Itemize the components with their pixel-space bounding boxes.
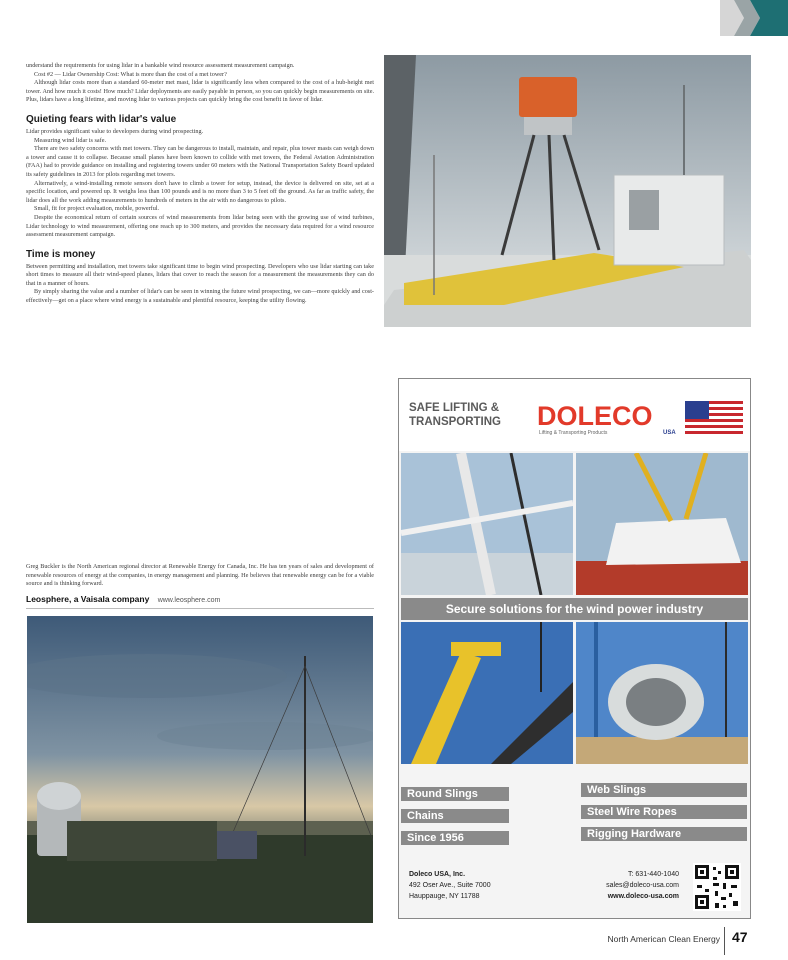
ad-contact-block bbox=[567, 869, 679, 902]
feature-tag-steel-wire-ropes: Steel Wire Ropes bbox=[581, 805, 747, 819]
corner-chevron-graphic bbox=[720, 0, 788, 36]
paragraph: Despite the economical return of certain sources of wind measurements from lidar being seen with the growing use of wind turbines, Lidar technology to wind measurement, offering one reach up to 300 meters, and provides the necessary data required for a wind resource assessment measurement campaign. bbox=[26, 213, 374, 239]
paragraph: There are two safety concerns with met towers. They can be dangerous to install, maintain, and repair, plus tower masts can weigh down a tower and cause it to collapse. Because small planes have been known to collide with met towers, the Federal Aviation Administration (FAA) had to provide guidance on installing and registering towers under 60 meters with the National Transportation Safety Board updated its safety guidelines in 2013 for pilots regarding met towers. bbox=[26, 145, 374, 178]
logo-sub: USA bbox=[663, 430, 676, 436]
ad-photo-crane-hook bbox=[401, 622, 573, 764]
section-body bbox=[26, 263, 374, 306]
ad-address-line: Hauppauge, NY 11788 bbox=[409, 893, 480, 900]
feature-tag-rigging-hardware: Rigging Hardware bbox=[581, 827, 747, 841]
ad-address-line: 492 Oser Ave., Suite 7000 bbox=[409, 882, 491, 889]
ad-email[interactable]: sales@doleco-usa.com bbox=[606, 882, 679, 889]
qr-code-icon[interactable] bbox=[693, 863, 741, 911]
section-heading: Quieting fears with lidar's value bbox=[26, 113, 177, 125]
ad-tagline: SAFE LIFTING & TRANSPORTING bbox=[409, 402, 501, 428]
paragraph: Cost #2 — Lidar Ownership Cost: What is more than the cost of a met tower? bbox=[34, 70, 227, 78]
paragraph: understand the requirements for using lidar in a bankable wind resource assessment measurement campaign. bbox=[26, 62, 295, 69]
section-body bbox=[26, 128, 374, 240]
lidar-nacelle-photo bbox=[384, 55, 751, 327]
ad-address-block bbox=[409, 869, 491, 902]
doleco-logo bbox=[535, 397, 743, 439]
article-intro bbox=[26, 62, 374, 105]
paragraph: Measuring wind lidar is safe. bbox=[34, 136, 106, 144]
us-flag-icon bbox=[685, 401, 743, 435]
author-bio: Greg Buckler is the North American regional director at Renewable Energy for Canada, Inc. He has ten years of sales and development of renewable resources of energy at the companies, in energy management and planning. He believes that renewable energy can be for a viable source and is thinking forward. bbox=[26, 563, 374, 588]
logo-wordmark: DOLECO bbox=[537, 401, 653, 431]
article-column bbox=[26, 62, 374, 306]
met-mast-photo bbox=[27, 616, 373, 923]
ad-photo-blade-lift bbox=[401, 453, 573, 595]
feature-tag-chains: Chains bbox=[401, 809, 509, 823]
paragraph: Lidar provides significant value to developers during wind prospecting. bbox=[26, 127, 204, 135]
paragraph: Alternatively, a wind-installing remote sensors don't have to climb a tower for setup, instead, the device is delivered on site, set at a specific location, and powered up. It weighs less than 100 pounds and is no more than 3 to 5 feet off the ground. As far as traffic safety, the lidar does all the work adding measurements to hundreds of meters in the air with no dangerous to pilots. bbox=[26, 179, 374, 204]
feature-tag-since: Since 1956 bbox=[401, 831, 509, 845]
company-url[interactable]: www.leosphere.com bbox=[157, 597, 221, 604]
paragraph: Small, fit for project evaluation, mobile, powerful. bbox=[34, 205, 160, 213]
ad-photo-tower-section bbox=[576, 622, 748, 764]
section-heading: Time is money bbox=[26, 248, 96, 260]
footer-divider bbox=[724, 927, 725, 955]
feature-tag-web-slings: Web Slings bbox=[581, 783, 747, 797]
logo-caption: Lifting & Transporting Products bbox=[539, 430, 608, 436]
company-name: Leosphere, a Vaisala company bbox=[26, 594, 150, 604]
ad-website[interactable]: www.doleco-usa.com bbox=[607, 893, 679, 900]
doleco-advertisement[interactable] bbox=[398, 378, 751, 919]
ad-banner: Secure solutions for the wind power industry bbox=[401, 598, 748, 620]
ad-photo-nacelle-lift bbox=[576, 453, 748, 595]
page-number: 47 bbox=[732, 929, 748, 945]
feature-tag-round-slings: Round Slings bbox=[401, 787, 509, 801]
company-credit bbox=[26, 594, 374, 609]
ad-phone: T: 631-440-1040 bbox=[628, 871, 679, 878]
paragraph: Although lidar costs more than a standard 60-meter met mast, lidar is significantly less when compared to the cost of a hub-height met tower. And how much it costs! How much? Lidar deployments are easily payable in person, so you can quickly begin measurements on site. Plus, lidars have a long lifetime, and moving lidar to various projects can quickly bring the cost benefit in favor of lidar. bbox=[26, 79, 374, 104]
ad-header bbox=[399, 379, 750, 451]
paragraph: By simply sharing the value and a number of lidar's can be seen in winning the future wind prospecting, we can—more quickly and cost-effectively—get on a place where wind energy is a sustainable and plentiful resource, keeping the utility flowing. bbox=[26, 288, 374, 305]
ad-company-name: Doleco USA, Inc. bbox=[409, 871, 466, 878]
publication-title: North American Clean Energy bbox=[607, 934, 720, 944]
paragraph: Between permitting and installation, met towers take significant time to begin wind prospecting. Developers who use lidar starting can take short times to measure all their wind-speed planes, lidars that cover to reach the season for a measurement the measurements they can do that in a manner of hours. bbox=[26, 262, 374, 287]
